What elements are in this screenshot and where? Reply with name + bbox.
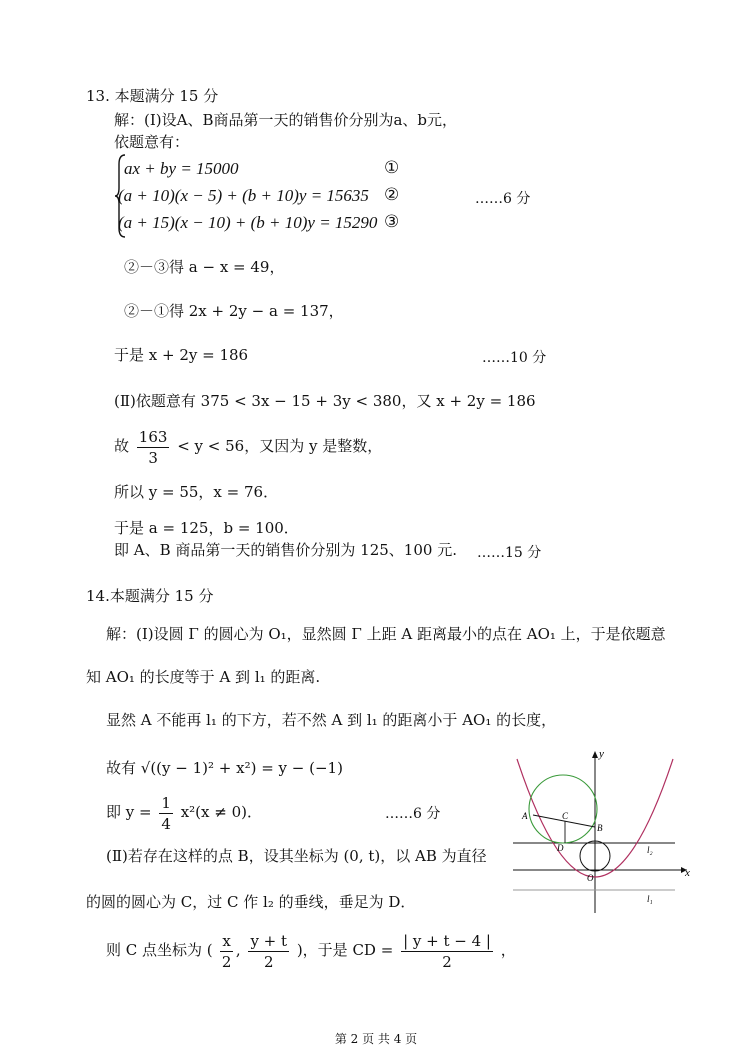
fraction-numerator: 163	[138, 427, 168, 446]
score-6: ……6 分	[475, 191, 531, 207]
equation-1: ax + by = 15000	[124, 159, 239, 178]
label-b: B	[597, 823, 603, 833]
fraction-denominator: 4	[161, 814, 171, 833]
parabola-figure	[505, 745, 695, 915]
p14-line5-pre: 即 y =	[106, 803, 152, 821]
p13-part2b-pre: 故	[114, 437, 130, 455]
p14-line8-pre: 则 C 点坐标为 (	[106, 941, 213, 959]
fraction-numerator: y + t	[250, 931, 288, 950]
p14-line1: 解：(Ⅰ)设圆 Γ 的圆心为 O₁，显然圆 Γ 上距 A 距离最小的点在 AO₁ 上，于是依题意	[106, 625, 666, 643]
p14-line3: 显然 A 不能再 l₁ 的下方，若不然 A 到 l₁ 的距离小于 AO₁ 的长度，	[106, 711, 557, 729]
equation-2-tag: ②	[384, 185, 400, 204]
p14-line5	[106, 792, 262, 834]
label-l1: l₁	[647, 894, 653, 904]
label-y: y	[599, 748, 604, 760]
page-footer: 第 2 页 共 4 页	[334, 1032, 418, 1046]
fraction-denominator: 3	[148, 448, 158, 467]
p13-intro: 解：(Ⅰ)设A、B商品第一天的销售价分别为a、b元，	[114, 111, 458, 129]
score-10: ……10 分	[482, 350, 547, 366]
fraction-cd	[401, 931, 493, 972]
p13-part2: (Ⅱ)依题意有 375 < 3x − 15 + 3y < 380，又 x + 2y = 186	[114, 392, 536, 410]
p14-line4: 故有 √((y − 1)² + x²) = y − (−1)	[106, 759, 343, 777]
problem14-header: 14.本题满分 15 分	[86, 587, 214, 605]
score-6-p14: ……6 分	[385, 806, 441, 822]
problem13-header: 13. 本题满分 15 分	[86, 87, 219, 105]
equation-1-tag: ①	[384, 158, 400, 177]
fraction-1-4	[159, 793, 173, 834]
p13-part2d: 于是 a = 125，b = 100．	[114, 519, 299, 537]
p13-part2b	[114, 424, 382, 468]
p13-part2b-post: < y < 56，又因为 y 是整数，	[177, 437, 383, 455]
label-x: x	[685, 867, 690, 879]
fraction-numerator: | y + t − 4 |	[403, 931, 491, 950]
p13-step1: ②－③得 a − x = 49，	[124, 258, 285, 276]
p14-line8: 则 C 点坐标为 ( $\frac{x}{2}$ , $\frac{y + t}{2}$ )，于是 CD = $\frac{| y + t - 4 |}{2}$ ，	[106, 931, 516, 971]
score-15: ……15 分	[477, 545, 542, 561]
circle-ab	[529, 775, 597, 843]
fraction-x-2	[220, 931, 232, 972]
equation-3-tag: ③	[384, 212, 400, 231]
fraction-y-plus-t-2	[248, 931, 289, 972]
p14-line5-post: x²(x ≠ 0)．	[180, 803, 262, 821]
label-a: A	[522, 811, 528, 821]
p13-step2: ②－①得 2x + 2y − a = 137，	[124, 302, 344, 320]
label-o: O	[587, 873, 594, 883]
p14-line7: 的圆的圆心为 C，过 C 作 l₂ 的垂线，垂足为 D．	[86, 893, 416, 911]
fraction-denominator: 2	[442, 952, 452, 971]
p14-line8-end: ，	[500, 941, 516, 959]
label-l2: l₂	[647, 845, 653, 855]
p13-intro2: 依题意有：	[114, 133, 190, 151]
p13-step3: 于是 x + 2y = 186	[114, 346, 249, 364]
equation-2: (a + 10)(x − 5) + (b + 10)y = 15635	[118, 186, 369, 205]
p14-line6: (Ⅱ)若存在这样的点 B，设其坐标为 (0, t)，以 AB 为直径	[106, 847, 487, 865]
fraction-numerator: x	[222, 931, 231, 950]
p14-line8-mid: )，于是 CD =	[296, 941, 394, 959]
equation-3: (a + 15)(x − 10) + (b + 10)y = 15290	[118, 213, 378, 232]
fraction-denominator: 2	[263, 952, 274, 971]
label-d: D	[557, 843, 564, 853]
p13-part2c: 所以 y = 55，x = 76．	[114, 483, 279, 501]
p13-part2e: 即 A、B 商品第一天的销售价分别为 125、100 元.	[114, 541, 457, 559]
fraction-denominator: 2	[221, 952, 232, 971]
label-c: C	[562, 811, 569, 821]
y-axis-arrow	[592, 751, 598, 758]
p14-line2: 知 AO₁ 的长度等于 A 到 l₁ 的距离.	[86, 668, 321, 686]
fraction-163-3	[137, 427, 170, 468]
fraction-numerator: 1	[161, 793, 171, 812]
